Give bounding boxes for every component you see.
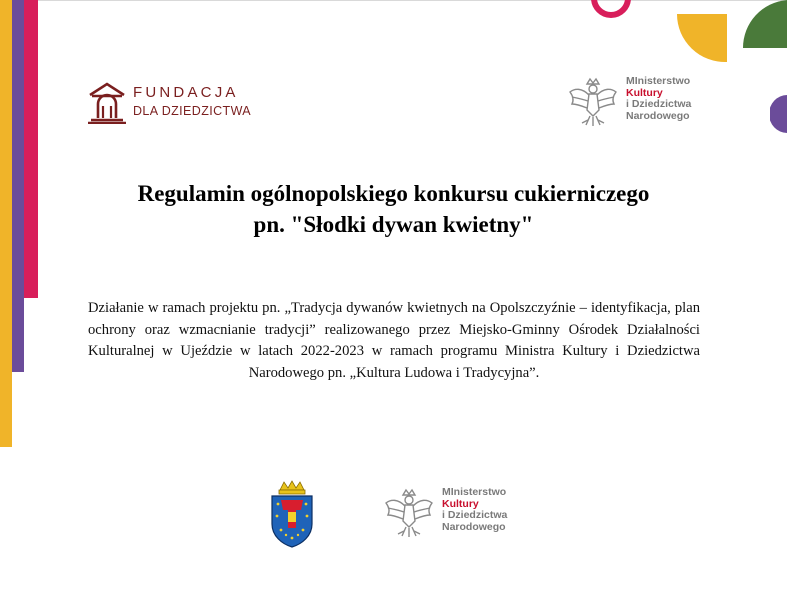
purple-half-circle-decoration	[770, 95, 787, 133]
ministry-line1-rest: nisterstwo	[453, 486, 507, 498]
ministry-line2: Kultury	[626, 86, 663, 99]
ministry-line1-rest: nisterstwo	[637, 75, 691, 87]
ministry-name	[442, 487, 507, 533]
red-stripe	[24, 0, 38, 298]
ministry-line4: Narodowego	[626, 109, 690, 122]
yellow-quarter-decoration	[677, 14, 729, 64]
purple-stripe	[12, 0, 24, 372]
project-description: Działanie w ramach projektu pn. „Tradycja dywanów kwietnych na Opolszczyźnie – identyfikacja, plan ochrony oraz wzmacnianie tradycji” realizowanego przez Miejsko-Gminny Ośrodek Działalności Kulturalnej w Ujeździe w latach 2022-2023 w ramach programu Ministra Kultury i Dziedzictwa Narodowego pn. „Kultura Ludowa i Tradycyjna”.	[88, 300, 700, 381]
green-quarter-decoration	[743, 0, 787, 50]
eagle-emblem-icon	[568, 76, 618, 128]
ministry-line1-bold: MI	[442, 486, 454, 498]
title-line1: Regulamin ogólnopolskiego konkursu cukierniczego	[137, 181, 650, 206]
coat-of-arms-icon	[268, 480, 316, 548]
ministry-line3: i Dziedzictwa	[442, 509, 508, 521]
ministry-logo-top	[568, 76, 718, 128]
fundacja-name-line2: DLA DZIEDZICTWA	[133, 104, 252, 118]
ministry-line4: Narodowego	[442, 520, 506, 533]
eagle-emblem-icon	[384, 487, 434, 539]
ministry-line1-bold: MI	[626, 75, 638, 87]
temple-icon	[87, 82, 127, 124]
ministry-line3: i Dziedzictwa	[626, 98, 692, 110]
red-ring-decoration	[586, 0, 636, 24]
fundacja-name-line1: FUNDACJA	[133, 84, 239, 101]
page-top-line	[0, 0, 787, 1]
document-title	[60, 178, 727, 240]
title-line2: pn. "Słodki dywan kwietny"	[253, 212, 534, 237]
ministry-logo-bottom	[384, 487, 534, 539]
yellow-stripe	[0, 0, 12, 447]
ministry-line2: Kultury	[442, 497, 479, 510]
fundacja-logo	[87, 82, 277, 124]
ministry-name	[626, 76, 691, 122]
